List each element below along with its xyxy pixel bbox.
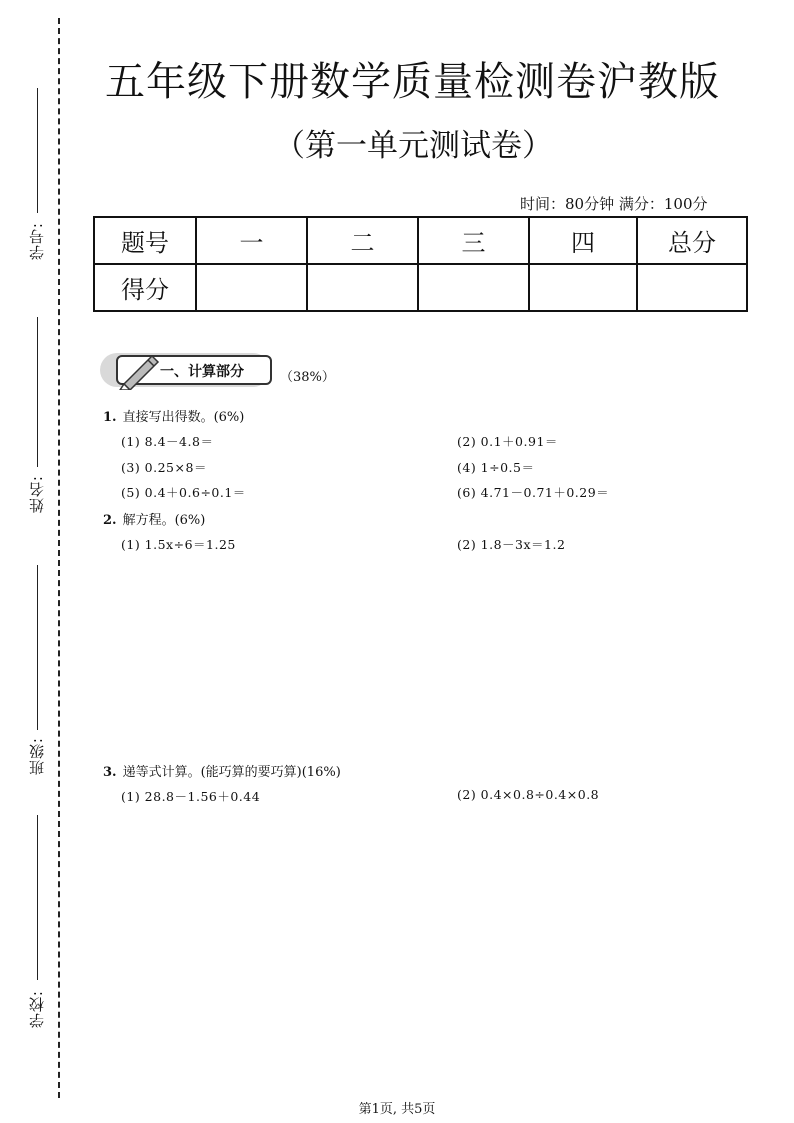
score-cell[interactable] (196, 264, 307, 311)
question-item: (1) 28.8－1.56＋0.44 (121, 789, 261, 804)
page-footer: 第1页, 共5页 (358, 1102, 436, 1117)
question-text: 递等式计算。(能巧算的要巧算)(16%) (122, 765, 341, 780)
exam-meta: 时间：80分钟 满分：100分 (520, 195, 708, 213)
question-item: (2) 0.4×0.8÷0.4×0.8 (457, 787, 600, 802)
question-item: (1) 1.5x÷6＝1.25 (121, 537, 236, 552)
student-id-line (37, 88, 38, 213)
score-cell[interactable] (307, 264, 418, 311)
score-header-cell: 题号 (94, 217, 196, 264)
name-label: 姓名: (28, 475, 46, 514)
section-banner (100, 350, 275, 392)
score-header-cell: 总分 (637, 217, 747, 264)
question-number: 1. (103, 410, 117, 425)
page-subtitle: （第一单元测试卷） (274, 128, 553, 164)
section-title: 一、计算部分 (160, 364, 244, 380)
score-row-label: 得分 (94, 264, 196, 311)
page-title: 五年级下册数学质量检测卷沪教版 (105, 59, 720, 105)
class-label: 班级: (28, 737, 46, 776)
score-header-cell: 二 (307, 217, 418, 264)
question-2 (103, 509, 205, 528)
score-header-cell: 三 (418, 217, 529, 264)
question-1 (103, 406, 244, 425)
question-item: (4) 1÷0.5＝ (457, 460, 535, 475)
name-line (37, 317, 38, 467)
binding-dashed-line (58, 18, 60, 1098)
school-line (37, 815, 38, 980)
school-label: 学校: (28, 990, 46, 1029)
question-item: (3) 0.25×8＝ (121, 460, 207, 475)
question-number: 3. (103, 765, 117, 780)
section-percent: （38%） (280, 370, 335, 385)
question-item: (2) 0.1＋0.91＝ (457, 434, 558, 449)
question-text: 解方程。(6%) (122, 513, 206, 528)
question-item: (5) 0.4＋0.6÷0.1＝ (121, 485, 246, 500)
class-line (37, 565, 38, 730)
score-header-cell: 四 (529, 217, 637, 264)
pencil-icon (114, 350, 162, 390)
student-id-label: 学号: (28, 222, 46, 261)
score-cell[interactable] (637, 264, 747, 311)
score-cell[interactable] (529, 264, 637, 311)
question-3 (103, 761, 341, 780)
score-table-score-row (94, 264, 747, 311)
question-text: 直接写出得数。(6%) (122, 410, 245, 425)
score-table (93, 216, 748, 312)
score-header-cell: 一 (196, 217, 307, 264)
question-item: (1) 8.4－4.8＝ (121, 434, 214, 449)
score-cell[interactable] (418, 264, 529, 311)
question-item: (2) 1.8－3x＝1.2 (457, 537, 566, 552)
question-number: 2. (103, 513, 117, 528)
question-item: (6) 4.71－0.71＋0.29＝ (457, 485, 610, 500)
score-table-header-row (94, 217, 747, 264)
